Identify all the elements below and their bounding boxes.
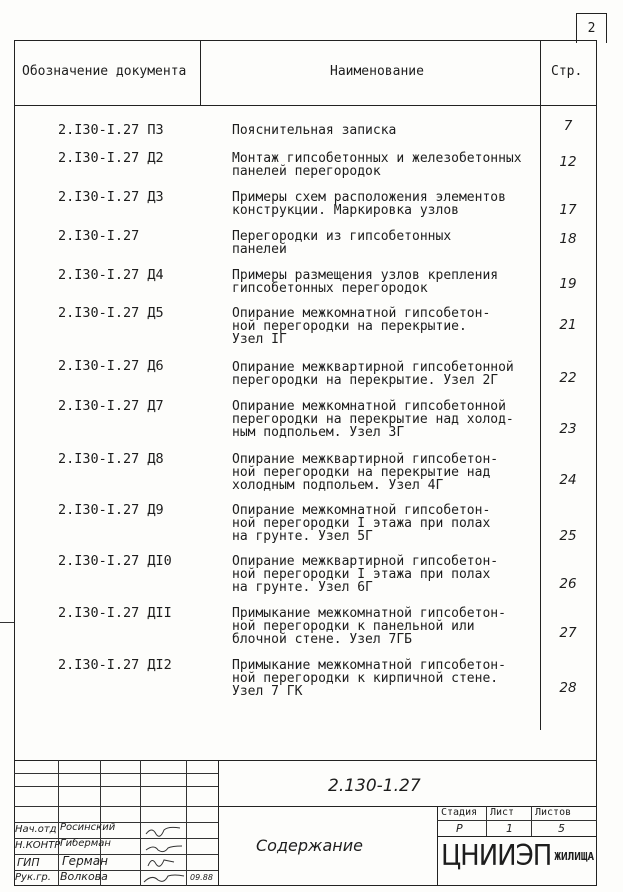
row-page: 19 xyxy=(559,276,577,292)
row-title: Примыкание межкомнатной гипсобетон- ной перегородки к кирпичной стене. Узел 7 ГК xyxy=(232,658,506,699)
sig-row-line xyxy=(14,806,218,807)
stamp-cell-line xyxy=(437,836,597,837)
stage-value: Р xyxy=(456,822,463,835)
organization-logo xyxy=(441,840,593,872)
org-name: ЦНИИЭП xyxy=(441,839,552,873)
row-page: 7 xyxy=(563,118,573,134)
row-title: Перегородки из гипсобетонных панелей xyxy=(232,229,452,257)
sig-col-line xyxy=(140,760,141,886)
row-title: Опирание межквартирной гипсобетонной перегородки на перекрытие. Узел 2Г xyxy=(232,360,514,388)
row-title: Примыкание межкомнатной гипсобетон- ной перегородки к панельной или блочной стене. Узел 7ГБ xyxy=(232,606,506,647)
sig-col-line xyxy=(186,760,187,886)
row-code: 2.I30-I.27 Д2 xyxy=(58,150,164,166)
row-page: 12 xyxy=(559,154,577,170)
sheet-label: Лист xyxy=(490,807,515,818)
sig-date: 09.88 xyxy=(190,873,213,882)
row-title: Опирание межкомнатной гипсобетон- ной перегородки на перекрытие. Узел IГ xyxy=(232,306,491,347)
row-title: Примеры схем расположения элементов конструкции. Маркировка узлов xyxy=(232,190,506,218)
stamp-cell-line xyxy=(437,820,597,821)
header-bottom-line xyxy=(14,105,597,106)
row-code: 2.I30-I.27 Д8 xyxy=(58,451,164,467)
sheets-label: Листов xyxy=(535,807,572,818)
sig-row-line xyxy=(14,786,218,787)
row-page: 27 xyxy=(559,625,577,641)
row-title: Опирание межквартирной гипсобетон- ной перегородки на перекрытие над холодным подпольем. Узел 4Г xyxy=(232,452,499,493)
stamp-doc-code: 2.130-1.27 xyxy=(328,776,421,796)
sig-name: Герман xyxy=(62,854,108,868)
header-page: Стр. xyxy=(551,64,583,79)
header-name: Наименование xyxy=(330,64,424,79)
row-page: 21 xyxy=(559,317,577,333)
stamp-sheet-title: Содержание xyxy=(256,836,363,855)
row-page: 28 xyxy=(559,680,577,696)
sig-name: Гиберман xyxy=(60,838,111,849)
sig-role: Рук.гр. xyxy=(15,872,51,883)
row-page: 17 xyxy=(559,202,577,218)
stage-label: Стадия xyxy=(441,807,478,818)
row-code: 2.I30-I.27 xyxy=(58,228,140,244)
header-divider-2 xyxy=(540,40,541,105)
row-title: Опирание межкомнатной гипсобетон- ной перегородки I этажа при полах на грунте. Узел 5Г xyxy=(232,503,491,544)
sig-name: Росинский xyxy=(60,822,116,833)
stamp-cell-line xyxy=(486,806,487,836)
sig-row-line xyxy=(14,854,218,855)
sig-role: Н.КОНТР xyxy=(15,840,61,851)
sig-role: ГИП xyxy=(17,856,40,869)
row-title: Примеры размещения узлов крепления гипсобетонных перегородок xyxy=(232,268,499,296)
row-code: 2.I30-I.27 Д4 xyxy=(58,267,164,283)
row-code: 2.I30-I.27 ДI0 xyxy=(58,553,172,569)
sig-name: Волкова xyxy=(60,870,108,883)
sig-row-line xyxy=(14,822,218,823)
row-code: 2.I30-I.27 Д6 xyxy=(58,358,164,374)
row-title: Пояснительная записка xyxy=(232,123,397,138)
header-code: Обозначение документа xyxy=(22,64,187,79)
row-title: Опирание межквартирной гипсобетон- ной перегородки I этажа при полах на грунте. Узел 6Г xyxy=(232,554,499,595)
sheets-value: 5 xyxy=(558,822,565,835)
sig-col-line xyxy=(58,760,59,886)
stamp-title-divider xyxy=(437,806,438,886)
row-code: 2.I30-I.27 ДII xyxy=(58,605,172,621)
row-code: 2.I30-I.27 Д7 xyxy=(58,398,164,414)
header-divider-1 xyxy=(200,40,201,105)
stamp-cell-line xyxy=(531,806,532,836)
sig-row-line xyxy=(14,838,218,839)
stamp-top-line xyxy=(14,760,597,761)
row-code: 2.I30-I.27 Д9 xyxy=(58,502,164,518)
row-code: 2.I30-I.27 ПЗ xyxy=(58,122,164,138)
margin-mark xyxy=(0,622,14,623)
sig-role: Нач.отд xyxy=(15,824,57,835)
sig-row-line xyxy=(14,773,218,774)
row-code: 2.I30-I.27 ДI2 xyxy=(58,657,172,673)
sig-col-line xyxy=(218,760,219,886)
row-title: Опирание межкомнатной гипсобетонной перегородки на перекрытие над холод- ным подпольем. Узел 3Г xyxy=(232,399,514,440)
row-code: 2.I30-I.27 ДЗ xyxy=(58,189,164,205)
row-code: 2.I30-I.27 Д5 xyxy=(58,305,164,321)
sig-row-line xyxy=(14,870,218,871)
signature-marks xyxy=(142,822,186,886)
row-page: 26 xyxy=(559,576,577,592)
row-page: 24 xyxy=(559,472,577,488)
row-page: 25 xyxy=(559,528,577,544)
row-title: Монтаж гипсобетонных и железобетонных панелей перегородок xyxy=(232,151,522,179)
row-page: 22 xyxy=(559,370,577,386)
sheet-value: 1 xyxy=(506,822,513,835)
page-number: 2 xyxy=(576,13,607,43)
org-subname: ЖИЛИЩА xyxy=(554,849,595,863)
row-page: 18 xyxy=(559,231,577,247)
row-page: 23 xyxy=(559,421,577,437)
